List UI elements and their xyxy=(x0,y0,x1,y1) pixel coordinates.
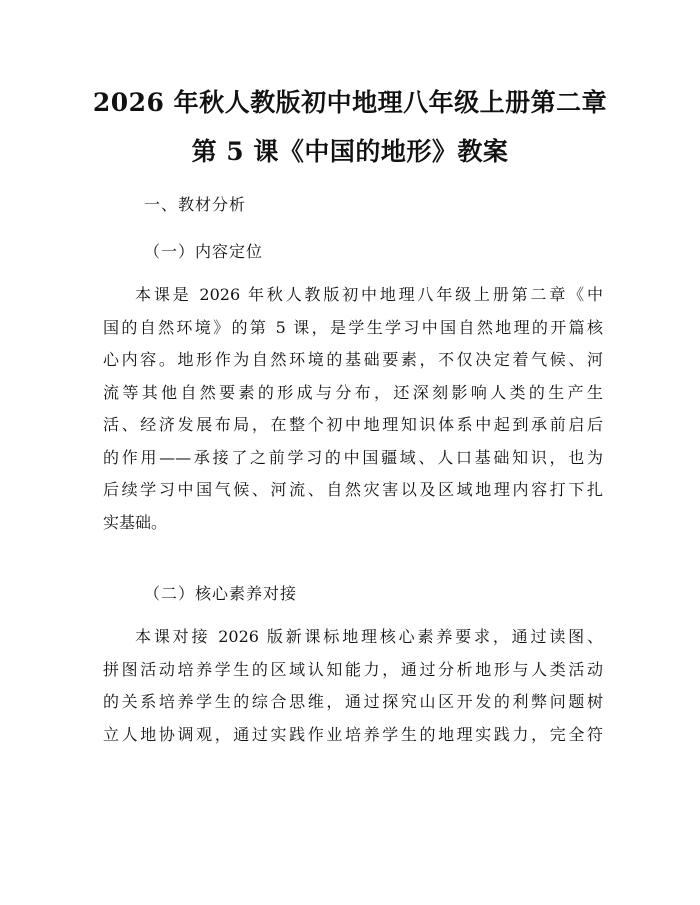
paragraph-line: 心内容。地形作为自然环境的基础要素，不仅决定着气候、河 xyxy=(103,350,603,369)
subsection-heading-content-positioning: （一）内容定位 xyxy=(144,242,264,261)
paragraph-line: 的关系培养学生的综合思维，通过探究山区开发的利弊问题树 xyxy=(103,692,603,711)
document-title-line-2: 第 5 课《中国的地形》教案 xyxy=(191,137,509,166)
paragraph-line: 本课是 2026 年秋人教版初中地理八年级上册第二章《中 xyxy=(135,285,603,304)
paragraph-line: 立人地协调观，通过实践作业培养学生的地理实践力，完全符 xyxy=(103,724,603,744)
document-title-line-1: 2026 年秋人教版初中地理八年级上册第二章 xyxy=(92,88,608,117)
paragraph-content-positioning xyxy=(103,279,603,539)
paragraph-line: 流等其他自然要素的形成与分布，还深刻影响人类的生产生 xyxy=(103,382,603,402)
section-heading-textbook-analysis: 一、教材分析 xyxy=(144,195,247,214)
subsection-heading-core-literacy: （二）核心素养对接 xyxy=(144,584,298,603)
paragraph-line: 活、经济发展布局，在整个初中地理知识体系中起到承前启后 xyxy=(103,415,603,434)
paragraph-line: 实基础。 xyxy=(103,512,168,532)
paragraph-line: 的作用——承接了之前学习的中国疆域、人口基础知识，也为 xyxy=(103,447,603,467)
paragraph-line: 国的自然环境》的第 5 课，是学生学习中国自然地理的开篇核 xyxy=(103,317,603,337)
paragraph-core-literacy xyxy=(103,621,603,751)
paragraph-line: 本课对接 2026 版新课标地理核心素养要求，通过读图、 xyxy=(135,627,603,646)
paragraph-line: 拼图活动培养学生的区域认知能力，通过分析地形与人类活动 xyxy=(103,659,603,679)
paragraph-line: 后续学习中国气候、河流、自然灾害以及区域地理内容打下扎 xyxy=(103,480,603,499)
